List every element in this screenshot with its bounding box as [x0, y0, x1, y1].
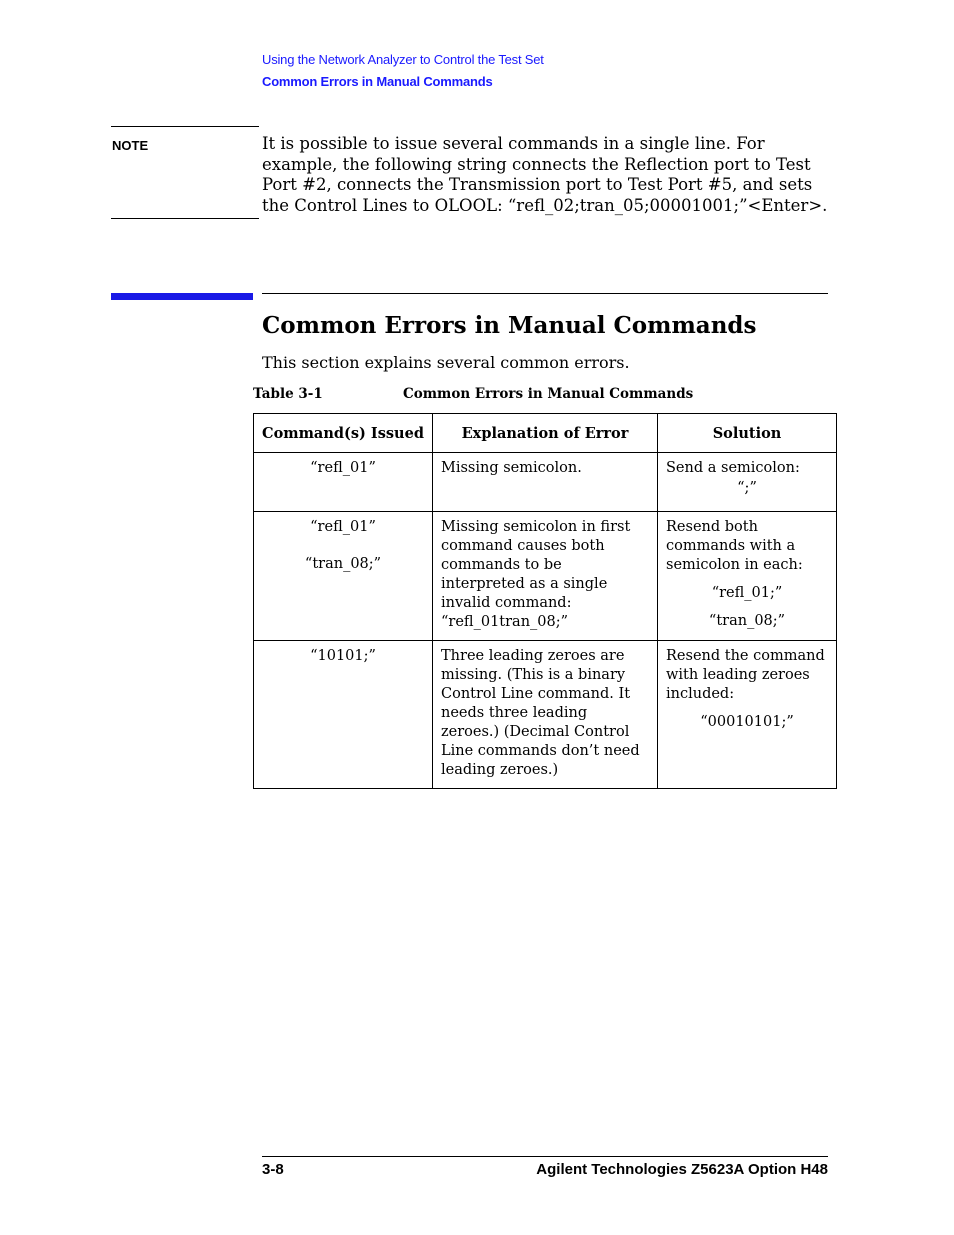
cell-command [254, 453, 433, 512]
note-text: It is possible to issue several commands in a single line. For example, the following string connects the Reflection port to Test Port #2, connects the Transmission port to Test Port #5, and sets the Control Lines to OLOOL: “refl_02;tran_05;00001001;”<Enter>. [262, 134, 828, 215]
breadcrumb-section: Common Errors in Manual Commands [262, 74, 493, 89]
cell-solution [658, 453, 837, 512]
command-text: “tran_08;” [304, 556, 382, 572]
table-row [254, 512, 837, 641]
table-title: Common Errors in Manual Commands [403, 386, 694, 402]
note-label: NOTE [112, 138, 149, 153]
command-text: “refl_01” [310, 460, 376, 476]
table-number: Table 3-1 [253, 386, 323, 402]
solution-text: Send a semicolon: [666, 460, 800, 476]
footer-product: Agilent Technologies Z5623A Option H48 [536, 1161, 828, 1178]
solution-code: “00010101;” [700, 714, 794, 730]
note-top-divider [111, 126, 259, 127]
solution-text: Resend both commands with a semicolon in each: [666, 519, 803, 573]
solution-code: “tran_08;” [708, 613, 786, 629]
section-title: Common Errors in Manual Commands [262, 312, 757, 339]
header-commands: Command(s) Issued [254, 414, 433, 453]
command-text: “10101;” [310, 648, 376, 664]
errors-table [253, 413, 837, 789]
table-row [254, 453, 837, 512]
cell-command [254, 641, 433, 789]
header-solution: Solution [658, 414, 837, 453]
solution-code: “refl_01;” [711, 585, 783, 601]
section-accent-bar [111, 293, 253, 300]
cell-explanation: Missing semicolon in first command causes both commands to be interpreted as a single invalid command: “refl_01tran_08;” [433, 512, 658, 641]
command-text: “refl_01” [310, 519, 376, 535]
header-explanation: Explanation of Error [433, 414, 658, 453]
cell-command [254, 512, 433, 641]
note-bottom-divider [111, 218, 259, 219]
section-intro: This section explains several common errors. [262, 353, 630, 372]
cell-explanation: Three leading zeroes are missing. (This is a binary Control Line command. It needs three leading zeroes.) (Decimal Control Line commands don’t need leading zeroes.) [433, 641, 658, 789]
section-divider [262, 293, 828, 294]
cell-solution [658, 641, 837, 789]
table-header-row [254, 414, 837, 453]
footer-divider [262, 1156, 828, 1157]
cell-explanation: Missing semicolon. [433, 453, 658, 512]
solution-text: Resend the command with leading zeroes included: [666, 648, 825, 702]
breadcrumb-chapter: Using the Network Analyzer to Control the Test Set [262, 52, 544, 67]
solution-code: “;” [737, 480, 757, 496]
page-number: 3-8 [262, 1161, 284, 1178]
table-row [254, 641, 837, 789]
cell-solution [658, 512, 837, 641]
